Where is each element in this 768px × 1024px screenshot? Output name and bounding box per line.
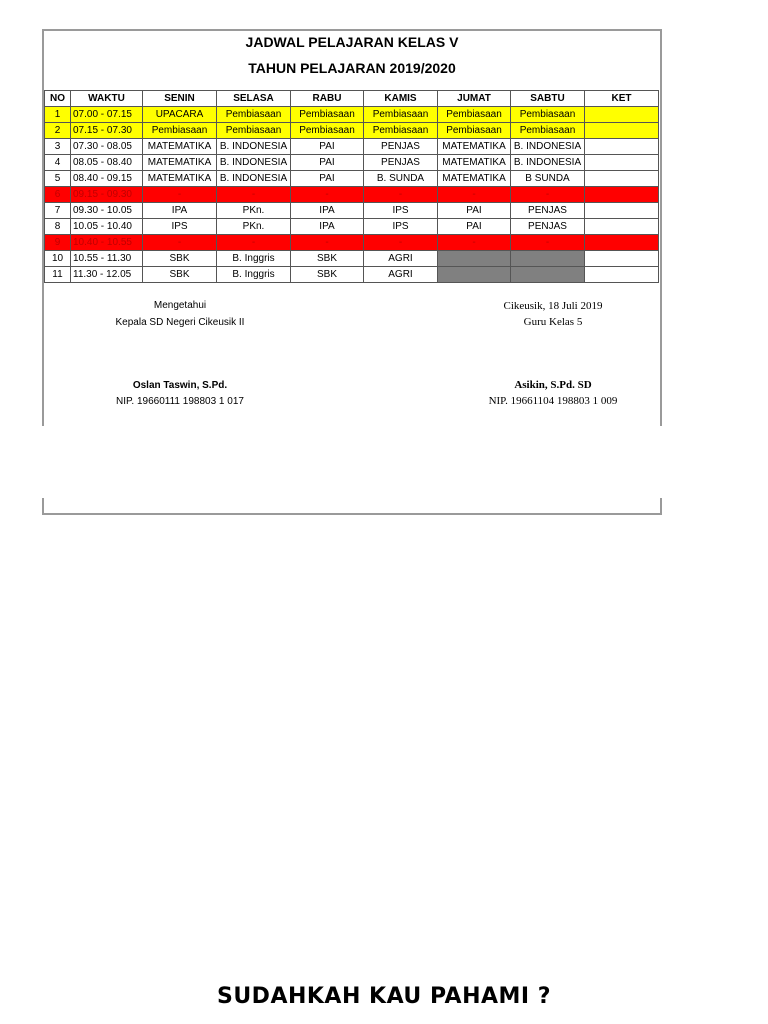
table-row [45, 219, 659, 235]
table-cell: IPS [364, 219, 438, 235]
right-sign-name: Asikin, S.Pd. SD [514, 379, 592, 391]
table-cell: SBK [291, 251, 364, 267]
table-cell: 8 [45, 219, 71, 235]
table-cell: Pembiasaan [143, 123, 217, 139]
table-cell: 3 [45, 139, 71, 155]
table-cell [511, 251, 585, 267]
table-cell: Pembiasaan [364, 123, 438, 139]
right-sign-nip: NIP. 19661104 198803 1 009 [488, 395, 618, 407]
table-cell: SBK [143, 251, 217, 267]
table-cell: IPA [291, 219, 364, 235]
table-cell: Pembiasaan [511, 123, 585, 139]
table-cell: Pembiasaan [438, 107, 511, 123]
table-cell: AGRI [364, 267, 438, 283]
table-cell: 7 [45, 203, 71, 219]
schedule-subtitle: TAHUN PELAJARAN 2019/2020 [248, 60, 456, 76]
table-cell: - [143, 235, 217, 251]
table-cell: PAI [438, 219, 511, 235]
table-cell: 5 [45, 171, 71, 187]
table-cell: PENJAS [511, 219, 585, 235]
table-cell: PKn. [217, 219, 291, 235]
table-cell [585, 139, 659, 155]
table-cell: PENJAS [364, 139, 438, 155]
table-cell [585, 155, 659, 171]
table-cell: PENJAS [364, 155, 438, 171]
table-row [45, 139, 659, 155]
table-cell: MATEMATIKA [438, 171, 511, 187]
table-cell: MATEMATIKA [438, 139, 511, 155]
table-cell: 1 [45, 107, 71, 123]
table-cell: - [364, 235, 438, 251]
table-cell: AGRI [364, 251, 438, 267]
table-cell: PAI [291, 155, 364, 171]
column-header: SELASA [217, 91, 291, 107]
right-sign-line2: Guru Kelas 5 [523, 316, 583, 328]
schedule-title: JADWAL PELAJARAN KELAS V [245, 34, 459, 50]
left-sign-line2: Kepala SD Negeri Cikeusik II [115, 317, 245, 328]
table-cell: B. INDONESIA [217, 139, 291, 155]
table-cell: - [143, 187, 217, 203]
table-row [45, 235, 659, 251]
table-cell: B. SUNDA [364, 171, 438, 187]
table-cell: 10 [45, 251, 71, 267]
table-cell: - [364, 187, 438, 203]
column-header: RABU [291, 91, 364, 107]
table-cell: 6 [45, 187, 71, 203]
table-cell: SBK [143, 267, 217, 283]
table-cell [585, 203, 659, 219]
table-cell: MATEMATIKA [143, 139, 217, 155]
table-row [45, 155, 659, 171]
column-header: WAKTU [71, 91, 143, 107]
column-header: NO [45, 91, 71, 107]
table-row [45, 171, 659, 187]
table-cell: PAI [291, 171, 364, 187]
table-cell: B. Inggris [217, 267, 291, 283]
table-cell: 10.05 - 10.40 [71, 219, 143, 235]
table-cell: B. INDONESIA [511, 155, 585, 171]
sheet-bottom-edge [42, 498, 662, 515]
table-cell: MATEMATIKA [143, 171, 217, 187]
table-cell: 09.30 - 10.05 [71, 203, 143, 219]
schedule-table [44, 90, 659, 283]
table-cell: MATEMATIKA [438, 155, 511, 171]
table-cell: PENJAS [511, 203, 585, 219]
left-sign-nip: NIP. 19660111 198803 1 017 [116, 396, 244, 407]
table-cell [585, 251, 659, 267]
table-cell [511, 267, 585, 283]
table-cell: Pembiasaan [291, 107, 364, 123]
left-sign-line1: Mengetahui [153, 300, 207, 311]
table-cell: B. INDONESIA [217, 171, 291, 187]
table-cell: B. INDONESIA [511, 139, 585, 155]
table-row [45, 107, 659, 123]
table-cell [585, 171, 659, 187]
table-cell: - [438, 187, 511, 203]
table-cell [585, 187, 659, 203]
table-cell: MATEMATIKA [143, 155, 217, 171]
footer-question: SUDAHKAH KAU PAHAMI ? [216, 984, 552, 1009]
table-cell: Pembiasaan [511, 107, 585, 123]
table-header-row [45, 91, 659, 107]
table-cell: - [438, 235, 511, 251]
table-cell: Pembiasaan [217, 107, 291, 123]
table-cell [438, 251, 511, 267]
table-cell: Pembiasaan [364, 107, 438, 123]
table-row [45, 267, 659, 283]
table-cell: - [217, 235, 291, 251]
table-cell: Pembiasaan [217, 123, 291, 139]
table-cell: PAI [291, 139, 364, 155]
table-cell: 4 [45, 155, 71, 171]
table-row [45, 203, 659, 219]
table-cell: PKn. [217, 203, 291, 219]
table-cell: PAI [438, 203, 511, 219]
column-header: SABTU [511, 91, 585, 107]
table-cell: B SUNDA [511, 171, 585, 187]
table-cell: 09.15 - 09.30 [71, 187, 143, 203]
table-cell: B. INDONESIA [217, 155, 291, 171]
table-cell [585, 123, 659, 139]
table-cell: 10.55 - 11.30 [71, 251, 143, 267]
table-cell: 08.40 - 09.15 [71, 171, 143, 187]
column-header: KAMIS [364, 91, 438, 107]
table-cell: - [291, 235, 364, 251]
table-cell: - [511, 187, 585, 203]
left-sign-name: Oslan Taswin, S.Pd. [132, 380, 228, 391]
table-row [45, 123, 659, 139]
table-cell: SBK [291, 267, 364, 283]
table-cell: IPA [143, 203, 217, 219]
table-cell: - [291, 187, 364, 203]
table-cell: - [217, 187, 291, 203]
table-cell [585, 235, 659, 251]
column-header: JUMAT [438, 91, 511, 107]
page-gap [40, 426, 666, 498]
table-cell: 07.00 - 07.15 [71, 107, 143, 123]
table-cell: Pembiasaan [291, 123, 364, 139]
column-header: KET [585, 91, 659, 107]
table-cell [585, 107, 659, 123]
table-cell: IPS [364, 203, 438, 219]
table-cell: B. Inggris [217, 251, 291, 267]
column-header: SENIN [143, 91, 217, 107]
table-cell: 11.30 - 12.05 [71, 267, 143, 283]
table-cell: 07.15 - 07.30 [71, 123, 143, 139]
table-cell: 2 [45, 123, 71, 139]
table-cell: 10.40 - 10.55 [71, 235, 143, 251]
table-cell: IPA [291, 203, 364, 219]
table-cell: 08.05 - 08.40 [71, 155, 143, 171]
table-cell [585, 267, 659, 283]
table-cell: 9 [45, 235, 71, 251]
table-cell: - [511, 235, 585, 251]
table-cell: IPS [143, 219, 217, 235]
table-cell: 11 [45, 267, 71, 283]
table-cell [438, 267, 511, 283]
table-row [45, 187, 659, 203]
right-sign-line1: Cikeusik, 18 Juli 2019 [503, 300, 603, 312]
table-cell: UPACARA [143, 107, 217, 123]
table-row [45, 251, 659, 267]
table-cell [585, 219, 659, 235]
table-cell: Pembiasaan [438, 123, 511, 139]
table-cell: 07.30 - 08.05 [71, 139, 143, 155]
